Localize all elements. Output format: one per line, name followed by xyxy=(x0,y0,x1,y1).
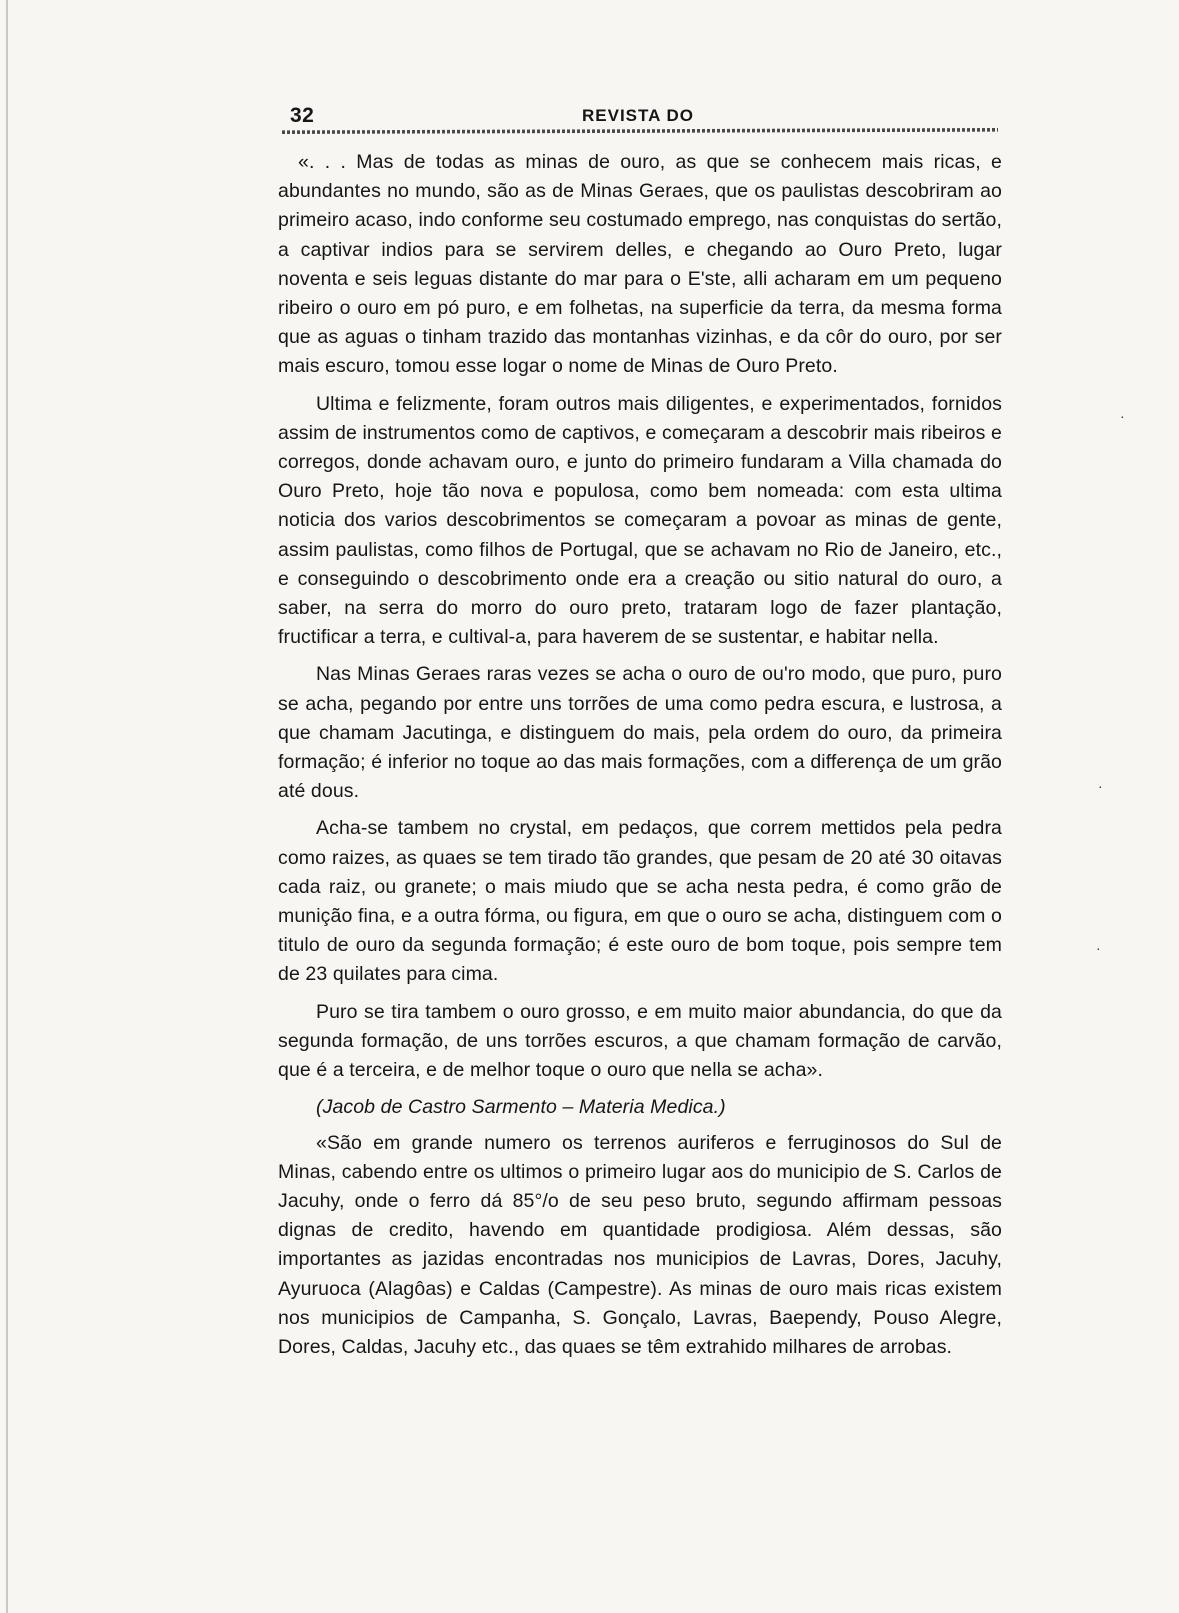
margin-speck: · xyxy=(1098,778,1103,794)
paragraph-3: Nas Minas Geraes raras vezes se acha o ouro de ou'ro modo, que puro, puro se acha, pegando por entre uns torrões de uma como pedra escura, e lustrosa, a que chamam Jacutinga, e distinguem do mais, pela ordem do ouro, da primeira formação; é inferior no toque ao das mais formações, com a differença de um grão até dous. xyxy=(278,663,1002,803)
paragraph-4: Acha-se tambem no crystal, em pedaços, que correm mettidos pela pedra como raizes, as quaes se tem tirado tão grandes, que pesam de 20 até 30 oitavas cada raiz, ou granete; o mais miudo que se acha nesta pedra, é como grão de munição fina, e a outra fórma, ou figura, em que o ouro se acha, distinguem com o titulo de ouro da segunda formação; é este ouro de bom toque, pois sempre tem de 23 quilates para cima. xyxy=(278,817,1002,986)
page-header xyxy=(282,100,998,130)
body-text xyxy=(278,148,1002,1370)
page-number: 32 xyxy=(290,104,315,127)
paragraph-6: «São em grande numero os terrenos auriferos e ferruginosos do Sul de Minas, cabendo entre os ultimos o primeiro lugar aos do municipio de S. Carlos de Jacuhy, onde o ferro dá 85°/o de seu peso bruto, segundo affirmam pessoas dignas de credito, havendo em quantidade prodigiosa. Além dessas, são importantes as jazidas encontradas nos municipios de Lavras, Dores, Jacuhy, Ayuruoca (Alagôas) e Caldas (Campestre). As minas de ouro mais ricas existem nos municipios de Campanha, S. Gonçalo, Lavras, Baependy, Pouso Alegre, Dores, Caldas, Jacuhy etc., das quaes se têm extrahido milhares de arrobas. xyxy=(278,1131,1002,1358)
paragraph-5: Puro se tira tambem o ouro grosso, e em muito maior abundancia, do que da segunda formação, de uns torrões escuros, a que chamam formação de carvão, que é a terceira, e de melhor toque o ouro que nella se acha». xyxy=(278,1000,1002,1082)
page-edge-shadow xyxy=(6,0,8,1613)
paragraph-2: Ultima e felizmente, foram outros mais diligentes, e experimentados, fornidos assim de instrumentos como de captivos, e começaram a descobrir mais ribeiros e corregos, donde achavam ouro, e junto do primeiro fundaram a Villa chamada do Ouro Preto, hoje tão nova e populosa, como bem nomeada: com esta ultima noticia dos varios descobrimentos se começaram a povoar as minas de gente, assim paulistas, como filhos de Portugal, que se achavam no Rio de Janeiro, etc., e conseguindo o descobrimento onde era a creação ou sitio natural do ouro, a saber, na serra do morro do ouro preto, trataram logo de fazer plantação, fructificar a terra, e cultival-a, para haverem de se sustentar, e habitar nella. xyxy=(278,392,1002,649)
running-title: REVISTA DO xyxy=(582,106,695,125)
citation: (Jacob de Castro Sarmento – Materia Medica.) xyxy=(316,1096,726,1119)
paragraph-1: «. . . Mas de todas as minas de ouro, as que se conhecem mais ricas, e abundantes no mundo, são as de Minas Geraes, que os paulistas descobriram ao primeiro acaso, indo conforme seu costumado emprego, nas conquistas do sertão, a captivar indios para se servirem delles, e chegando ao Ouro Preto, lugar noventa e seis leguas distante do mar para o E'ste, alli acharam em um pequeno ribeiro o ouro em pó puro, e em folhetas, na superficie da terra, da mesma forma que as aguas o tinham trazido das montanhas vizinhas, e da côr do ouro, por ser mais escuro, tomou esse logar o nome de Minas de Ouro Preto. xyxy=(278,151,1002,378)
margin-speck: · xyxy=(1096,940,1101,956)
margin-speck: · xyxy=(1120,408,1125,424)
